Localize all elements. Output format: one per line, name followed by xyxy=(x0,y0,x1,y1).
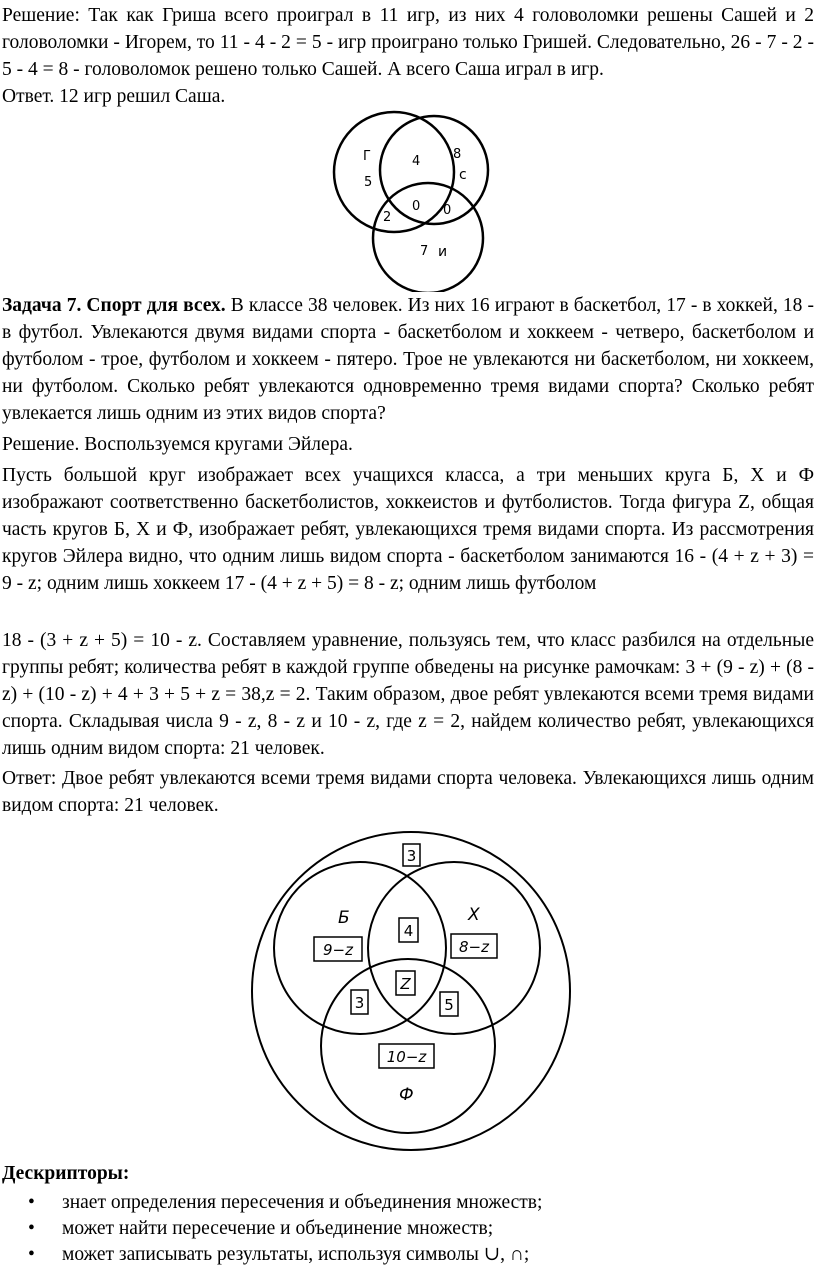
label-gs: 4 xyxy=(412,154,421,169)
task-7-statement xyxy=(2,292,814,427)
task-7-paragraph-1: Пусть большой круг изображает всех учащихся класса, а три меньших круга Б, Х и Ф изображают соответственно баскетболистов, хоккеистов и футболистов. Тогда фигура Z, общая часть кругов Б, Х и Ф, изображает ребят, увлекающихся тремя видами спорта. Из рассмотрения кругов Эйлера видно, что одним лишь видом спорта - баскетболом занимаются 16 - (4 + z + 3) = 9 - z; одним лишь хоккеем 17 - (4 + z + 5) = 8 - z; одним лишь футболом xyxy=(2,465,814,594)
label-g-only: 5 xyxy=(364,175,373,190)
label-x: Х xyxy=(468,905,480,925)
value-outside: 3 xyxy=(406,847,417,865)
label-f: Ф xyxy=(399,1085,414,1105)
label-b: Б xyxy=(338,908,350,928)
task-7-answer: Ответ: Двое ребят увлекаются всеми тремя видами спорта человека. Увлекающихся лишь одним видом спорта: 21 человек. xyxy=(2,768,814,816)
label-gi: 2 xyxy=(383,210,392,225)
value-f-only: 10−z xyxy=(386,1048,427,1066)
task-7-solution-intro: Решение. Воспользуемся кругами Эйлера. xyxy=(2,434,353,455)
descriptors-list xyxy=(0,1190,816,1268)
task-7-text: В классе 38 человек. Из них 16 играют в баскетбол, 17 - в хоккей, 18 - в футбол. Увлекаются двумя видами спорта - баскетболом и хоккеем - четверо, баскетболом и футболом - трое, футболом и хоккеем - пятеро. Трое не увлекаются ни баскетболом, ни хоккеем, ни футболом. Сколько ребят увлекаются одновременно тремя видами спорта? Сколько ребят увлекается лишь одним из этих видов спорта? xyxy=(2,295,814,424)
bullet-icon: • xyxy=(28,1244,35,1265)
circle-g xyxy=(334,112,454,232)
list-item: • может записывать результаты, используя символы ∪, ∩; xyxy=(0,1242,816,1268)
venn-diagram-games xyxy=(320,108,500,292)
value-bx: 4 xyxy=(403,922,414,940)
solution-6-text: Решение: Так как Гриша всего проиграл в 11 игр, из них 4 головоломки решены Сашей и 2 головоломки - Игорем, то 11 - 4 - 2 = 5 - игр проиграно только Гришей. Следовательно, 26 - 7 - 2 - 5 - 4 = 8 - головоломок решено только Сашей. А всего Саша играл в игр. xyxy=(2,5,814,80)
value-all: Z xyxy=(400,975,411,993)
label-g: Г xyxy=(363,149,371,164)
task-7-paragraph-2: 18 - (3 + z + 5) = 10 - z. Составляем уравнение, пользуясь тем, что класс разбился на отдельные группы ребят; количества ребят в каждой группе обведены на рисунке рамочкам: 3 + (9 - z) + (8 - z) + (10 - z) + 4 + 3 + 5 + z = 38,z = 2. Таким образом, двое ребят увлекаются всеми тремя видами спорта. Складывая числа 9 - z, 8 - z и 10 - z, где z = 2, найдем количество ребят, увлекающихся лишь одним видом спорта: 21 человек. xyxy=(2,630,814,759)
label-all: 0 xyxy=(412,199,421,214)
list-item: • знает определения пересечения и объединения множеств; xyxy=(0,1190,816,1216)
label-i: и xyxy=(438,244,448,260)
label-si: 0 xyxy=(443,203,452,218)
circle-s xyxy=(380,116,488,224)
value-xf: 5 xyxy=(444,996,454,1014)
circle-i xyxy=(373,183,483,292)
bullet-icon: • xyxy=(28,1218,35,1239)
value-b-only: 9−z xyxy=(323,941,353,959)
label-i-only: 7 xyxy=(420,244,429,259)
value-bf: 3 xyxy=(354,994,365,1012)
circle-hockey xyxy=(368,862,540,1034)
solution-6-answer: Ответ. 12 игр решил Саша. xyxy=(2,86,226,107)
list-item: • может найти пересечение и объединение множеств; xyxy=(0,1216,816,1242)
euler-diagram-sports xyxy=(248,828,574,1154)
task-7-title: Задача 7. Спорт для всех. xyxy=(2,295,226,316)
label-s-only: 8 xyxy=(453,147,462,162)
label-s: с xyxy=(459,167,467,183)
bullet-icon: • xyxy=(28,1192,35,1213)
descriptors-title: Дескрипторы: xyxy=(2,1163,130,1184)
value-x-only: 8−z xyxy=(459,938,489,956)
